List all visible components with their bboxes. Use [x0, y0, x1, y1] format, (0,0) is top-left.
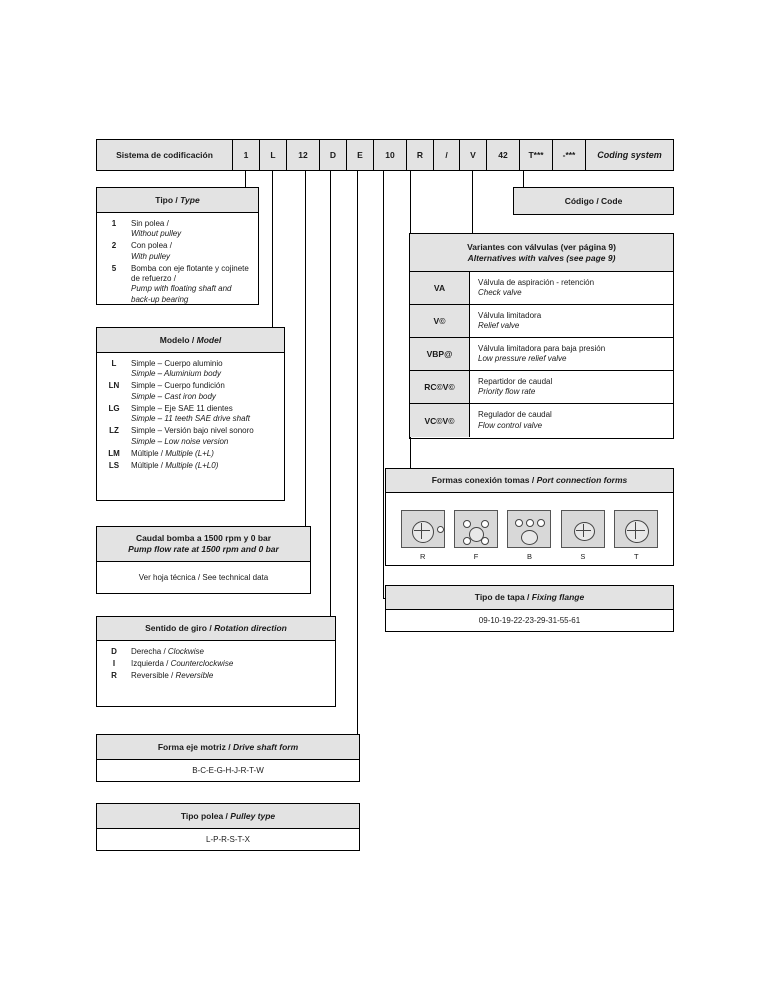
model-item-LG-es: Simple – Eje SAE 11 dientes — [131, 403, 233, 413]
model-item-LS — [97, 460, 284, 472]
model-item-L-en: Simple – Aluminium body — [131, 369, 221, 379]
type-item-5-es: Bomba con eje flotante y cojinete de refuerzo / — [131, 263, 249, 284]
valves-header-es: Variantes con válvulas (ver página 9) — [467, 241, 616, 252]
model-item-LN-en: Simple – Cast iron body — [131, 391, 216, 401]
model-item-LM-key: LM — [108, 448, 120, 458]
flow-header-en: Pump flow rate at 1500 rpm and 0 bar — [128, 544, 279, 554]
valve-row-v — [410, 305, 673, 338]
valve-es-va: Válvula de aspiración - retención — [478, 277, 595, 287]
type-list — [96, 213, 259, 305]
valve-row-vcv — [410, 404, 673, 437]
connector-flow — [305, 171, 306, 526]
valve-code-vbp: VBP@ — [410, 338, 470, 370]
valves-table — [409, 272, 674, 439]
pulley-body: L-P-R-S-T-X — [96, 829, 360, 851]
port-glyph-f-icon — [454, 510, 498, 548]
valves-header — [409, 233, 674, 272]
flange-header-en: Fixing flange — [531, 592, 585, 603]
rotation-item-I — [97, 658, 335, 670]
code-cell-separator: / — [434, 140, 460, 170]
connector-model — [272, 171, 273, 327]
shaft-body: B-C-E-G-H-J-R-T-W — [96, 760, 360, 782]
connector-valve — [472, 171, 473, 233]
connector-shaft — [357, 171, 358, 734]
ports-body — [385, 493, 674, 566]
valve-code-va: VA — [410, 272, 470, 304]
model-header — [96, 327, 285, 353]
code-cell-suffix: -*** — [553, 140, 586, 170]
valve-es-vbp: Válvula limitadora para baja presión — [478, 343, 606, 353]
coding-system-strip — [96, 139, 674, 171]
type-item-2-en: With pulley — [131, 251, 171, 261]
valve-es-rcv: Repartidor de caudal — [478, 376, 553, 386]
model-item-LG-key: LG — [108, 403, 120, 413]
rotation-item-D-es: Derecha / — [131, 647, 168, 656]
port-glyph-t-icon — [614, 510, 658, 548]
valve-code-rcv: RC©V© — [410, 371, 470, 403]
ports-header — [385, 468, 674, 493]
connector-code — [523, 171, 524, 187]
rotation-header — [96, 616, 336, 641]
ports-header-en: Port connection forms — [536, 475, 628, 486]
valve-es-v: Válvula limitadora — [478, 310, 542, 320]
rotation-item-D-en: Clockwise — [167, 647, 204, 656]
model-item-LZ-en: Simple – Low noise version — [131, 436, 229, 446]
code-cell-flange: 10 — [374, 140, 407, 170]
model-list — [96, 353, 285, 501]
code-cell-shaft: E — [347, 140, 374, 170]
valve-en-va: Check valve — [478, 288, 522, 297]
port-form-s — [561, 510, 605, 561]
type-item-5 — [97, 263, 258, 306]
code-box — [513, 187, 674, 215]
model-item-L-es: Simple – Cuerpo aluminio — [131, 359, 223, 368]
rotation-item-R-en: Reversible — [175, 671, 214, 681]
port-label-s: S — [580, 552, 586, 561]
code-cell-t: T*** — [520, 140, 553, 170]
flange-body: 09-10-19-22-23-29-31-55-61 — [385, 610, 674, 632]
model-item-LS-key: LS — [108, 461, 120, 471]
type-item-5-key: 5 — [111, 263, 117, 273]
port-glyph-r-icon — [401, 510, 445, 548]
connector-rotation — [330, 171, 331, 616]
type-item-2 — [97, 240, 258, 262]
model-item-LZ — [97, 425, 284, 447]
model-item-LM — [97, 448, 284, 460]
code-cell-rotation: D — [320, 140, 347, 170]
connector-flange-v — [383, 171, 384, 598]
flange-header — [385, 585, 674, 610]
port-form-b — [507, 510, 551, 561]
type-header-es: Tipo / — [155, 194, 178, 205]
valve-en-rcv: Priority flow rate — [478, 387, 536, 396]
port-label-f: F — [473, 552, 479, 561]
valve-en-vcv: Flow control valve — [478, 420, 543, 430]
type-item-1-en: Without pulley — [131, 229, 182, 239]
rotation-item-I-es: Izquierda / — [131, 659, 171, 669]
flow-header-es: Caudal bomba a 1500 rpm y 0 bar — [135, 533, 272, 544]
type-item-5-en: Pump with floating shaft and back-up bearing — [131, 284, 232, 304]
rotation-item-R-key: R — [111, 671, 117, 681]
valve-en-v: Relief valve — [478, 321, 520, 330]
code-cell-flow: 12 — [287, 140, 320, 170]
rotation-list — [96, 641, 336, 707]
valve-row-va — [410, 272, 673, 305]
port-glyph-b-icon — [507, 510, 551, 548]
model-item-L-key: L — [111, 359, 117, 368]
port-form-t — [614, 510, 658, 561]
model-item-LZ-es: Simple – Versión bajo nivel sonoro — [131, 426, 254, 436]
rotation-item-R — [97, 670, 335, 682]
rotation-header-es: Sentido de giro / — [145, 623, 212, 634]
model-item-LZ-key: LZ — [109, 426, 119, 436]
valve-code-v: V© — [410, 305, 470, 337]
model-header-es: Modelo / — [159, 334, 195, 345]
rotation-item-I-key: I — [112, 659, 116, 669]
rotation-item-D — [97, 646, 335, 658]
code-cell-valve: V — [460, 140, 487, 170]
model-item-LN — [97, 380, 284, 402]
model-item-LN-es: Simple – Cuerpo fundición — [131, 381, 225, 391]
model-item-LN-key: LN — [108, 381, 120, 391]
model-header-en: Model — [196, 334, 222, 345]
shaft-header — [96, 734, 360, 760]
code-cell-type: 1 — [233, 140, 260, 170]
type-item-2-key: 2 — [111, 241, 117, 251]
port-form-r — [401, 510, 445, 561]
model-item-LM-en: Multiple (L+L) — [165, 448, 214, 458]
rotation-item-R-es: Reversible / — [131, 671, 176, 681]
model-item-LM-es: Múltiple / — [131, 448, 166, 458]
code-cell-valve-setting: 42 — [487, 140, 520, 170]
shaft-header-en: Drive shaft form — [232, 741, 299, 752]
type-item-2-es: Con polea / — [131, 241, 172, 251]
valves-header-en: Alternatives with valves (see page 9) — [467, 252, 616, 263]
port-glyph-s-icon — [561, 510, 605, 548]
flow-header — [96, 526, 311, 562]
rotation-header-en: Rotation direction — [214, 623, 287, 634]
model-item-LG — [97, 403, 284, 425]
type-header — [96, 187, 259, 213]
port-label-t: T — [633, 552, 639, 561]
flange-header-es: Tipo de tapa / — [474, 592, 530, 603]
port-label-r: R — [419, 552, 426, 561]
rotation-item-I-en: Counterclockwise — [170, 659, 234, 669]
model-item-LG-en: Simple – 11 teeth SAE drive shaft — [131, 414, 251, 424]
code-box-label: Código / Code — [564, 195, 623, 206]
shaft-header-es: Forma eje motriz / — [157, 741, 231, 752]
port-form-f — [454, 510, 498, 561]
pulley-header — [96, 803, 360, 829]
type-item-1-es: Sin polea / — [131, 219, 169, 228]
pulley-header-en: Pulley type — [230, 810, 276, 821]
coding-system-tail: Coding system — [597, 150, 662, 160]
valve-row-rcv — [410, 371, 673, 404]
flow-body: Ver hoja técnica / See technical data — [96, 562, 311, 594]
type-header-en: Type — [180, 194, 200, 205]
type-item-1 — [97, 218, 258, 240]
valve-row-vbp — [410, 338, 673, 371]
port-label-b: B — [526, 552, 532, 561]
model-item-L — [97, 358, 284, 380]
valve-es-vcv: Regulador de caudal — [478, 410, 552, 420]
model-item-LS-es: Múltiple / — [131, 461, 166, 471]
valve-code-vcv: VC©V© — [410, 404, 470, 437]
code-cell-port: R — [407, 140, 434, 170]
ports-header-es: Formas conexión tomas / — [431, 475, 535, 486]
model-item-LS-en: Multiple (L+L0) — [165, 461, 219, 471]
valve-en-vbp: Low pressure relief valve — [478, 354, 567, 363]
pulley-header-es: Tipo polea / — [180, 810, 228, 821]
rotation-item-D-key: D — [111, 647, 117, 656]
type-item-1-key: 1 — [111, 219, 117, 228]
coding-system-label: Sistema de codificación — [97, 140, 233, 170]
code-cell-model: L — [260, 140, 287, 170]
